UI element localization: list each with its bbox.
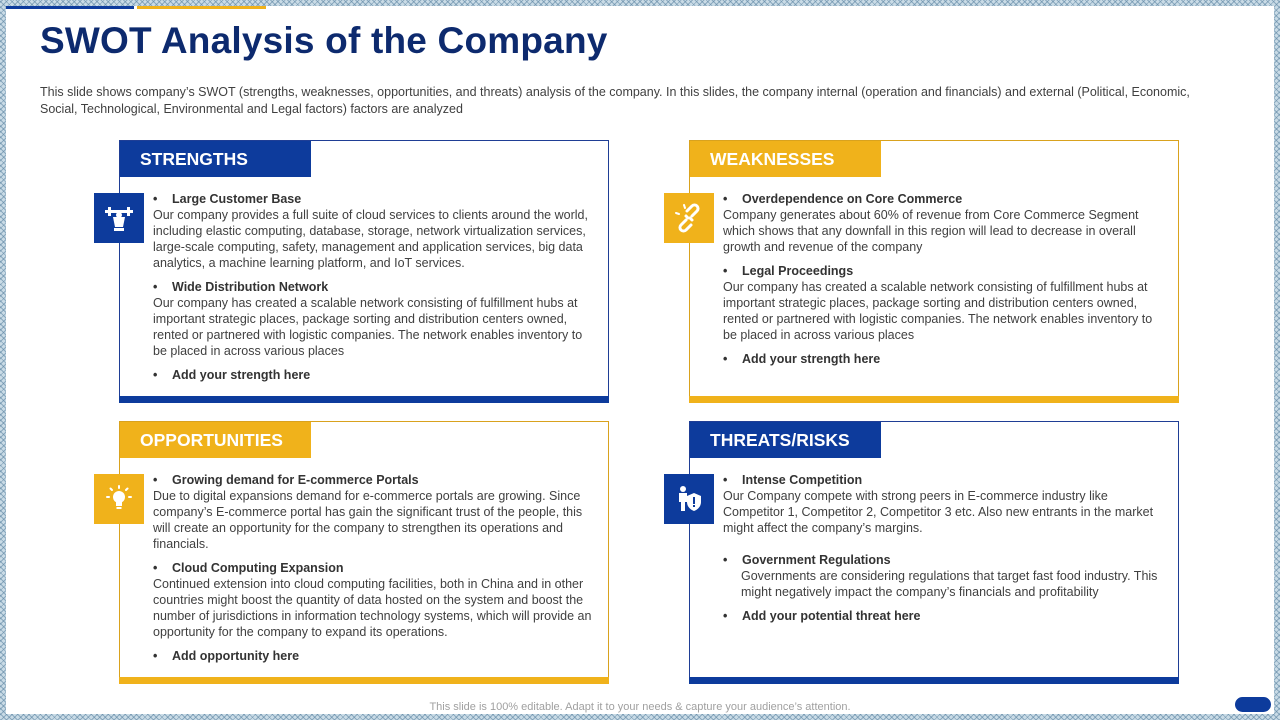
- top-accent-gold: [137, 6, 266, 9]
- opportunity-item-title: • Add opportunity here: [153, 648, 598, 664]
- opportunity-item-title: • Cloud Computing Expansion: [153, 560, 598, 576]
- person-shield-icon: [664, 474, 714, 524]
- threat-item-body: Governments are considering regulations that target fast food industry. This might negatively impact the company’s financials and profitability: [741, 569, 1158, 599]
- threats-heading: THREATS/RISKS: [690, 422, 881, 458]
- opportunities-box: [119, 421, 609, 684]
- strength-item-title: • Wide Distribution Network: [153, 279, 598, 295]
- opportunity-item-body: Due to digital expansions demand for e-commerce portals are growing. Since company’s E-commerce portal has gain the significant trust of the people, this will create an opportunity for the company to strengthen its operations and financials.: [153, 489, 583, 551]
- threat-item-body: Our Company compete with strong peers in E-commerce industry like Competitor 1, Competitor 2, Competitor 3 etc. Also new entrants in the market might affect the company’s margins.: [723, 489, 1154, 535]
- strength-item-title: • Large Customer Base: [153, 191, 598, 207]
- weakness-item-title: • Add your strength here: [723, 351, 1168, 367]
- weakness-item-body: Company generates about 60% of revenue from Core Commerce Segment which shows that any downfall in this region will lead to decrease in overall growth and revenue of the company: [723, 208, 1139, 254]
- weaknesses-content: [723, 191, 1168, 367]
- page-indicator[interactable]: [1235, 697, 1271, 712]
- strengths-heading: STRENGTHS: [120, 141, 311, 177]
- strengths-content: [153, 191, 598, 383]
- threats-box: [689, 421, 1179, 684]
- weakness-item-title: • Legal Proceedings: [723, 263, 1168, 279]
- footer-note: This slide is 100% editable. Adapt it to your needs & capture your audience’s attention.: [429, 701, 851, 713]
- strength-item-title: • Add your strength here: [153, 367, 598, 383]
- threat-item-title: • Intense Competition: [723, 472, 1168, 488]
- threat-item-title: • Government Regulations: [723, 552, 1168, 568]
- page-title: SWOT Analysis of the Company: [40, 20, 608, 61]
- opportunities-bottom-bar: [119, 677, 609, 684]
- strength-item-body: Our company provides a full suite of cloud services to clients around the world, including elastic computing, database, storage, network virtualization services, large-scale computing, safety, management and application services, big data analytics, a machine learning platform, and IoT services.: [153, 208, 588, 270]
- top-accent-blue: [6, 6, 134, 9]
- opportunity-item-body: Continued extension into cloud computing facilities, both in China and in other countries might boost the quantity of data hosted on the system and boost the number of jurisdictions in information technology systems, which will provide an opportunity for the company to expand its operations.: [153, 577, 592, 639]
- intro-text: This slide shows company’s SWOT (strengths, weaknesses, opportunities, and threats) analysis of the company. In this slides, the company internal (operation and financials) and external (Political, Economic, Social, Technological, Environmental and Legal factors) factors are analyzed: [40, 85, 1190, 116]
- opportunities-content: [153, 472, 598, 664]
- lightbulb-icon: [94, 474, 144, 524]
- strengths-bottom-bar: [119, 396, 609, 403]
- weaknesses-bottom-bar: [689, 396, 1179, 403]
- opportunities-heading: OPPORTUNITIES: [120, 422, 311, 458]
- opportunity-item-title: • Growing demand for E-commerce Portals: [153, 472, 598, 488]
- weakness-item-body: Our company has created a scalable network consisting of fulfillment hubs at important strategic places, package sorting and distribution centers owned, rented or partnered with logistic companies. The network enables inventory to be placed in across various places: [723, 280, 1153, 342]
- strength-item-body: Our company has created a scalable network consisting of fulfillment hubs at important strategic places, package sorting and distribution centers owned, rented or partnered with logistic companies. The network enables inventory to be placed in across various places: [153, 296, 583, 358]
- strengths-box: [119, 140, 609, 403]
- weakness-item-title: • Overdependence on Core Commerce: [723, 191, 1168, 207]
- weaknesses-box: [689, 140, 1179, 403]
- weaknesses-heading: WEAKNESSES: [690, 141, 881, 177]
- broken-chain-icon: [664, 193, 714, 243]
- threats-bottom-bar: [689, 677, 1179, 684]
- slide: [6, 6, 1274, 714]
- threats-content: [723, 472, 1168, 624]
- strong-arm-icon: [94, 193, 144, 243]
- threat-item-title: • Add your potential threat here: [723, 608, 1168, 624]
